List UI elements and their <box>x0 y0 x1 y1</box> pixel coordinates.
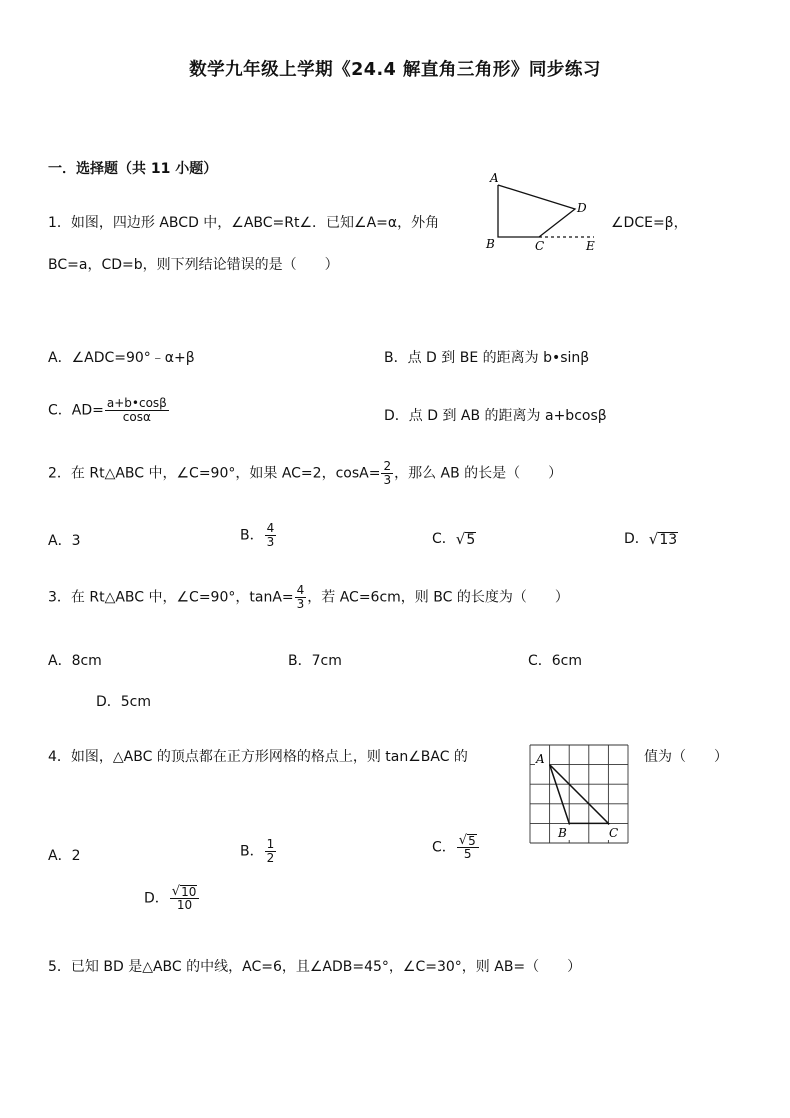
q4-stem-line1-end: 值为（ ） <box>644 749 728 765</box>
q1-label-c: C <box>535 239 545 253</box>
q1-option-a: A．∠ADC=90°﹣α+β <box>48 350 195 366</box>
q2-option-c-radicand: 5 <box>466 531 476 548</box>
q1-stem-line1-end: ∠DCE=β， <box>611 215 688 231</box>
q3-stem-text-end: ，若 AC=6cm，则 BC 的长度为（ ） <box>307 589 569 606</box>
q3-option-d: D．5cm <box>96 694 152 710</box>
q4-option-c-numerator <box>457 834 479 848</box>
q2-fraction <box>381 460 393 487</box>
q4-option-d-denominator: 10 <box>176 898 193 912</box>
q4-option-c-label: C． <box>432 839 456 856</box>
q2-stem-text: 2．在 Rt△ABC 中，∠C=90°，如果 AC=2，cosA= <box>48 465 381 482</box>
q1-stem-line1: 1．如图，四边形 ABCD 中，∠ABC=Rt∠．已知∠A=α，外角 <box>48 215 440 231</box>
q4-option-c-radicand: 5 <box>468 834 476 848</box>
q1-label-b: B <box>486 237 495 251</box>
q4-option-c <box>432 834 480 861</box>
q3-stem <box>48 584 569 611</box>
q3-option-a: A．8cm <box>48 653 102 669</box>
q1-quadrilateral-figure <box>482 168 600 256</box>
q2-stem <box>48 460 562 487</box>
q4-option-d-numerator <box>170 885 200 899</box>
q1-stem-line2: BC=a，CD=b，则下列结论错误的是（ ） <box>48 257 339 273</box>
q1-label-d: D <box>577 201 587 215</box>
q4-option-d-sqrt: √ 10 <box>171 884 197 899</box>
q4-label-a: A <box>536 752 545 766</box>
q4-option-b-numerator: 1 <box>266 837 275 851</box>
q2-option-b-fraction <box>265 522 277 549</box>
q2-fraction-numerator: 2 <box>383 459 392 473</box>
q1-option-b: B．点 D 到 BE 的距离为 b•sinβ <box>384 350 590 366</box>
q4-option-b <box>240 838 277 865</box>
q4-option-b-denominator: 2 <box>266 851 275 865</box>
q4-option-c-sqrt: √ 5 <box>458 833 476 848</box>
q2-option-b-denominator: 3 <box>266 535 275 549</box>
q3-stem-text: 3．在 Rt△ABC 中，∠C=90°，tanA= <box>48 589 294 606</box>
q3-option-c: C．6cm <box>528 653 583 669</box>
q4-option-c-denominator: 5 <box>463 847 472 861</box>
q3-fraction <box>295 584 307 611</box>
q5-stem: 5．已知 BD 是△ABC 的中线，AC=6，且∠ADB=45°，∠C=30°，则 AB=（ ） <box>48 959 582 975</box>
q3-fraction-denominator: 3 <box>296 597 305 611</box>
q3-fraction-numerator: 4 <box>296 583 305 597</box>
q4-grid-figure <box>527 742 631 846</box>
q2-option-b-numerator: 4 <box>266 521 275 535</box>
q4-label-b: B <box>558 826 567 840</box>
q2-option-c-label: C． <box>432 531 456 547</box>
q1-option-c <box>48 397 170 424</box>
q1-option-c-denominator: cosα <box>122 410 151 424</box>
q2-option-a: A．3 <box>48 533 81 549</box>
q4-stem-line1: 4．如图，△ABC 的顶点都在正方形网格的格点上，则 tan∠BAC 的 <box>48 749 468 765</box>
q4-option-d-label: D． <box>144 890 169 907</box>
q1-option-c-numerator: a+b•cosβ <box>106 396 167 410</box>
q4-option-d <box>144 885 200 912</box>
section-heading: 一．选择题（共 11 小题） <box>48 161 218 177</box>
q3-option-b: B．7cm <box>288 653 342 669</box>
q4-option-a: A．2 <box>48 848 81 864</box>
q2-option-b <box>240 522 277 549</box>
q2-option-b-label: B． <box>240 527 264 544</box>
q4-label-c: C <box>609 826 619 840</box>
q1-option-d: D．点 D 到 AB 的距离为 a+bcosβ <box>384 408 607 424</box>
q4-option-c-fraction <box>457 834 479 861</box>
q4-option-b-fraction <box>265 838 277 865</box>
q4-option-d-fraction <box>170 885 200 912</box>
q2-option-c-sqrt: √ 5 <box>455 529 476 548</box>
q1-option-c-fraction <box>105 397 169 424</box>
q2-option-c <box>432 528 476 548</box>
q1-label-e: E <box>586 239 595 253</box>
q2-option-d-label: D． <box>624 531 649 547</box>
q2-option-d-sqrt: √ 13 <box>648 529 678 548</box>
q2-fraction-denominator: 3 <box>383 473 392 487</box>
q2-option-d-radicand: 13 <box>659 531 678 548</box>
page-title: 数学九年级上学期《24.4 解直角三角形》同步练习 <box>189 60 601 80</box>
q2-stem-text-end: ，那么 AB 的长是（ ） <box>394 465 563 482</box>
q1-option-c-label: C．AD= <box>48 402 104 419</box>
q4-option-d-radicand: 10 <box>181 885 197 899</box>
q4-option-b-label: B． <box>240 843 264 860</box>
q2-option-d <box>624 528 678 548</box>
q1-label-a: A <box>490 171 499 185</box>
